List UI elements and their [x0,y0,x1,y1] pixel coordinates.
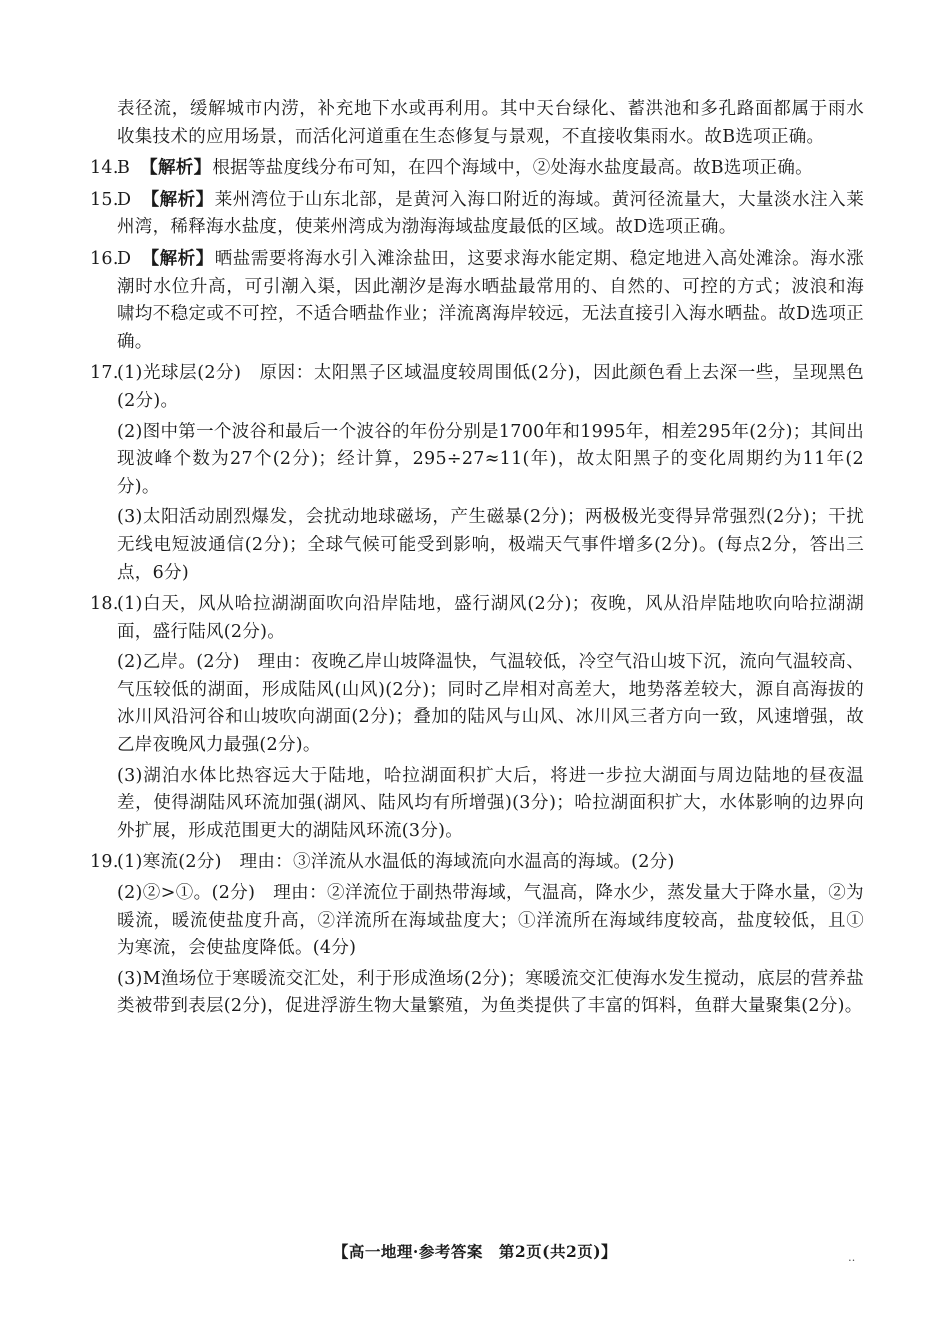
answer-item-17 [90,360,864,587]
continuation-text: 表径流，缓解城市内涝，补充地下水或再利用。其中天台绿化、蓄洪池和多孔路面都属于雨水收集技术的应用场景，而活化河道重在生态修复与景观，不直接收集雨水。故B选项正确。 [117,99,864,147]
item-body [117,246,864,356]
sub-answer-3: (3)M渔场位于寒暖流交汇处，利于形成渔场(2分)；寒暖流交汇使海水发生搅动，底层的营养盐类被带到表层(2分)，促进浮游生物大量繁殖，为鱼类提供了丰富的饵料，鱼群大量聚集(2分)。 [117,968,864,1017]
analysis-tag: 【解析】 [141,189,214,210]
sub-answer-2: (2)②>①。(2分) 理由：②洋流位于副热带海域，气温高，降水少，蒸发量大于降水量，②为暖流，暖流使盐度升高，②洋流所在海域盐度大；①洋流所在海域纬度较高，盐度较低，且①为寒流，会使盐度降低。(4分) [117,883,864,959]
answer-item-18 [90,591,864,845]
answer-item-19 [90,849,864,1021]
sub-answer-1: (1)光球层(2分) 原因：太阳黑子区域温度较周围低(2分)，因此颜色看上去深一些，呈现黑色(2分)。 [117,363,864,411]
sub-answer-1: (1)寒流(2分) 理由：③洋流从水温低的海域流向水温高的海域。(2分) [117,852,675,873]
analysis-text: 晒盐需要将海水引入滩涂盐田，这要求海水能定期、稳定地进入高处滩涂。海水涨潮时水位升高，可引潮入渠，因此潮汐是海水晒盐最常用的、自然的、可控的方式；波浪和海啸均不稳定或不可控，不适合晒盐作业；洋流离海岸较远，无法直接引入海水晒盐。故D选项正确。 [117,248,865,352]
item-number: 15. [90,189,119,210]
analysis-text: 莱州湾位于山东北部，是黄河入海口附近的海域。黄河径流量大，大量淡水注入莱州湾，稀释海水盐度，使莱州湾成为渤海海域盐度最低的区域。故D选项正确。 [117,189,865,238]
sub-answer-3: (3)湖泊水体比热容远大于陆地，哈拉湖面积扩大后，将进一步拉大湖面与周边陆地的昼夜温差，使得湖陆风环流加强(湖风、陆风均有所增强)(3分)；哈拉湖面积扩大，水体影响的边界向外扩展，形成范围更大的湖陆风环流(3分)。 [117,765,864,841]
answer-letter: B [117,158,131,179]
answer-content [90,96,864,1021]
item-body [117,155,864,183]
item-number: 16. [90,248,119,269]
answer-item-15 [90,187,864,242]
corner-mark: ‥ [848,1251,856,1264]
analysis-text: 根据等盐度线分布可知，在四个海域中，②处海水盐度最高。故B选项正确。 [212,158,813,179]
answer-letter: D [117,189,132,210]
analysis-tag: 【解析】 [140,158,212,179]
analysis-tag: 【解析】 [141,248,214,269]
page-footer: 【高一地理·参考答案 第2页(共2页)】 [332,1242,618,1261]
answer-item-14 [90,155,864,183]
item-number: 19. [90,852,119,873]
answer-letter: D [117,248,132,269]
answer-item-16 [90,246,864,356]
sub-answer-3: (3)太阳活动剧烈爆发，会扰动地球磁场，产生磁暴(2分)；两极极光变得异常强烈(2分)；干扰无线电短波通信(2分)；全球气候可能受到影响，极端天气事件增多(2分)。(每点2分，答出三点，6分) [117,507,864,583]
item-number: 14. [90,158,119,179]
item-body [117,187,864,242]
sub-answer-2: (2)乙岸。(2分) 理由：夜晚乙岸山坡降温快，气温较低，冷空气沿山坡下沉，流向气温较高、气压较低的湖面，形成陆风(山风)(2分)；同时乙岸相对高差大，地势落差较大，源自高海拔的冰川风沿河谷和山坡吹向湖面(2分)；叠加的陆风与山风、冰川风三者方向一致，风速增强，故乙岸夜晚风力最强(2分)。 [117,652,864,756]
item-number: 17. [90,363,119,384]
item-number: 18. [90,594,119,615]
sub-answer-2: (2)图中第一个波谷和最后一个波谷的年份分别是1700年和1995年，相差295年(2分)；其间出现波峰个数为27个(2分)；经计算，295÷27≈11(年)，故太阳黑子的变化周期约为11年(2分)。 [117,421,864,497]
sub-answer-1: (1)白天，风从哈拉湖湖面吹向沿岸陆地，盛行湖风(2分)；夜晚，风从沿岸陆地吹向哈拉湖湖面，盛行陆风(2分)。 [117,594,864,642]
